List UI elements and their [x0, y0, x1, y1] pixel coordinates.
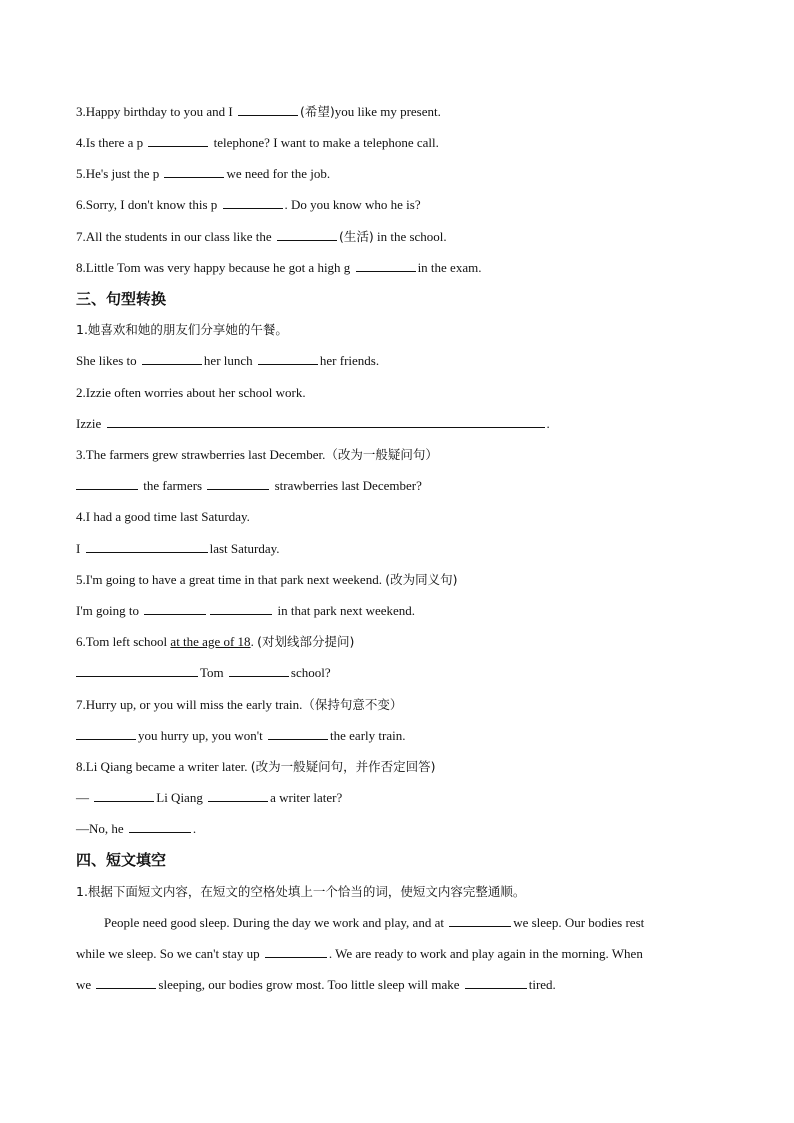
question-3-3-answer	[76, 477, 422, 495]
answer-blank[interactable]	[277, 228, 337, 241]
question-text: 8.Li Qiang became a writer later.	[76, 759, 251, 774]
question-text: telephone? I want to make a telephone call.	[210, 135, 439, 150]
answer-blank[interactable]	[86, 540, 208, 553]
passage-text: sleeping, our bodies grow most. Too little sleep will make	[158, 977, 463, 992]
answer-text: —No, he	[76, 821, 127, 836]
answer-text: She likes to	[76, 353, 140, 368]
question-text: we need for the job.	[226, 166, 331, 181]
answer-text: a writer later?	[270, 790, 343, 805]
passage-text: while we sleep. So we can't stay up	[76, 946, 263, 961]
answer-blank[interactable]	[210, 602, 272, 615]
question-3-5-answer	[76, 602, 415, 620]
passage-line-2	[76, 945, 712, 963]
answer-text: in that park next weekend.	[274, 603, 416, 618]
hint-text: (对划线部分提问)	[257, 634, 355, 649]
passage-line-3	[76, 976, 712, 994]
section-4-instruction: 1.根据下面短文内容，在短文的空格处填上一个恰当的词，使短文内容完整通顺。	[76, 884, 526, 899]
hint-text: (希望)	[299, 104, 335, 119]
question-3-6-answer	[76, 664, 331, 682]
answer-blank[interactable]	[94, 789, 154, 802]
answer-text: the farmers	[140, 478, 206, 493]
passage-line-1	[76, 914, 712, 932]
question-text: in the school.	[373, 229, 447, 244]
answer-blank[interactable]	[76, 477, 138, 490]
answer-text: school?	[290, 665, 331, 680]
passage-text: tired.	[528, 977, 556, 992]
answer-text: I	[76, 541, 84, 556]
answer-blank[interactable]	[76, 727, 136, 740]
question-3-1-answer	[76, 352, 379, 370]
question-3-3-prompt	[76, 446, 438, 464]
answer-blank[interactable]	[207, 477, 269, 490]
question-2-4	[76, 134, 439, 152]
question-text: 4.Is there a p	[76, 135, 147, 150]
passage-text: . We are ready to work and play again in the morning. When	[328, 946, 643, 961]
answer-blank[interactable]	[238, 103, 298, 116]
answer-blank[interactable]	[229, 664, 289, 677]
question-text: 3.The farmers grew strawberries last December.	[76, 447, 326, 462]
question-text: you like my present.	[334, 104, 441, 119]
question-text: .	[250, 634, 258, 649]
answer-text: her friends.	[319, 353, 380, 368]
question-text: 7.Hurry up, or you will miss the early train.	[76, 697, 303, 712]
answer-text: I'm going to	[76, 603, 143, 618]
hint-text: （保持句意不变）	[302, 697, 403, 712]
question-text: 8.Little Tom was very happy because he got a high g	[76, 260, 354, 275]
answer-blank[interactable]	[465, 976, 527, 989]
question-3-7-prompt	[76, 696, 402, 714]
question-2-7	[76, 228, 447, 246]
hint-text: (改为一般疑问句，并作否定回答)	[250, 759, 436, 774]
answer-text: the early train.	[330, 728, 406, 743]
answer-text: her lunch	[203, 353, 256, 368]
answer-blank[interactable]	[107, 415, 545, 428]
question-text: . Do you know who he is?	[284, 197, 421, 212]
question-3-8-answer	[76, 789, 342, 807]
underlined-text: at the age of 18	[170, 634, 251, 649]
answer-text: —	[76, 790, 93, 805]
answer-blank[interactable]	[356, 259, 416, 272]
question-text: 5.I'm going to have a great time in that park next weekend.	[76, 572, 386, 587]
section-4-heading: 四、短文填空	[76, 851, 167, 869]
answer-blank[interactable]	[129, 820, 191, 833]
answer-blank[interactable]	[164, 165, 224, 178]
answer-blank[interactable]	[223, 196, 283, 209]
answer-blank[interactable]	[268, 727, 328, 740]
question-text: 6.Sorry, I don't know this p	[76, 197, 221, 212]
question-text: in the exam.	[417, 260, 482, 275]
question-3-4-prompt: 4.I had a good time last Saturday.	[76, 509, 250, 524]
answer-blank[interactable]	[96, 976, 156, 989]
question-3-1-prompt: 1.她喜欢和她的朋友们分享她的午餐。	[76, 322, 288, 337]
answer-blank[interactable]	[76, 664, 198, 677]
answer-text: Tom	[200, 665, 227, 680]
answer-blank[interactable]	[148, 134, 208, 147]
question-3-6-prompt	[76, 633, 354, 651]
question-text: 3.Happy birthday to you and I	[76, 104, 236, 119]
answer-blank[interactable]	[144, 602, 206, 615]
question-text: 7.All the students in our class like the	[76, 229, 275, 244]
hint-text: (改为同义句)	[385, 572, 458, 587]
answer-blank[interactable]	[265, 945, 327, 958]
hint-text: （改为一般疑问句）	[325, 447, 438, 462]
question-text: 5.He's just the p	[76, 166, 163, 181]
answer-text: .	[192, 821, 197, 836]
section-3-heading: 三、句型转换	[76, 290, 167, 308]
answer-text: .	[546, 416, 550, 431]
question-2-6	[76, 196, 421, 214]
answer-text: you hurry up, you won't	[138, 728, 267, 743]
question-3-2-prompt: 2.Izzie often worries about her school work.	[76, 385, 306, 400]
answer-blank[interactable]	[258, 352, 318, 365]
answer-text: Li Qiang	[156, 790, 207, 805]
passage-text: we	[76, 977, 95, 992]
question-3-8-prompt	[76, 758, 435, 776]
question-text: 6.Tom left school	[76, 634, 171, 649]
answer-blank[interactable]	[208, 789, 268, 802]
question-3-4-answer	[76, 540, 280, 558]
question-3-7-answer	[76, 727, 405, 745]
answer-text: last Saturday.	[209, 541, 280, 556]
question-3-5-prompt	[76, 571, 457, 589]
answer-text: Izzie	[76, 416, 105, 431]
hint-text: (生活)	[338, 229, 374, 244]
question-3-2-answer	[76, 415, 550, 433]
question-2-3	[76, 103, 441, 121]
passage-text: People need good sleep. During the day we work and play, and at	[104, 915, 448, 930]
question-3-8-answer-2	[76, 820, 196, 838]
question-2-8	[76, 259, 481, 277]
question-2-5	[76, 165, 330, 183]
answer-blank[interactable]	[142, 352, 202, 365]
answer-blank[interactable]	[449, 914, 511, 927]
answer-text: strawberries last December?	[271, 478, 422, 493]
passage-text: we sleep. Our bodies rest	[513, 915, 645, 930]
